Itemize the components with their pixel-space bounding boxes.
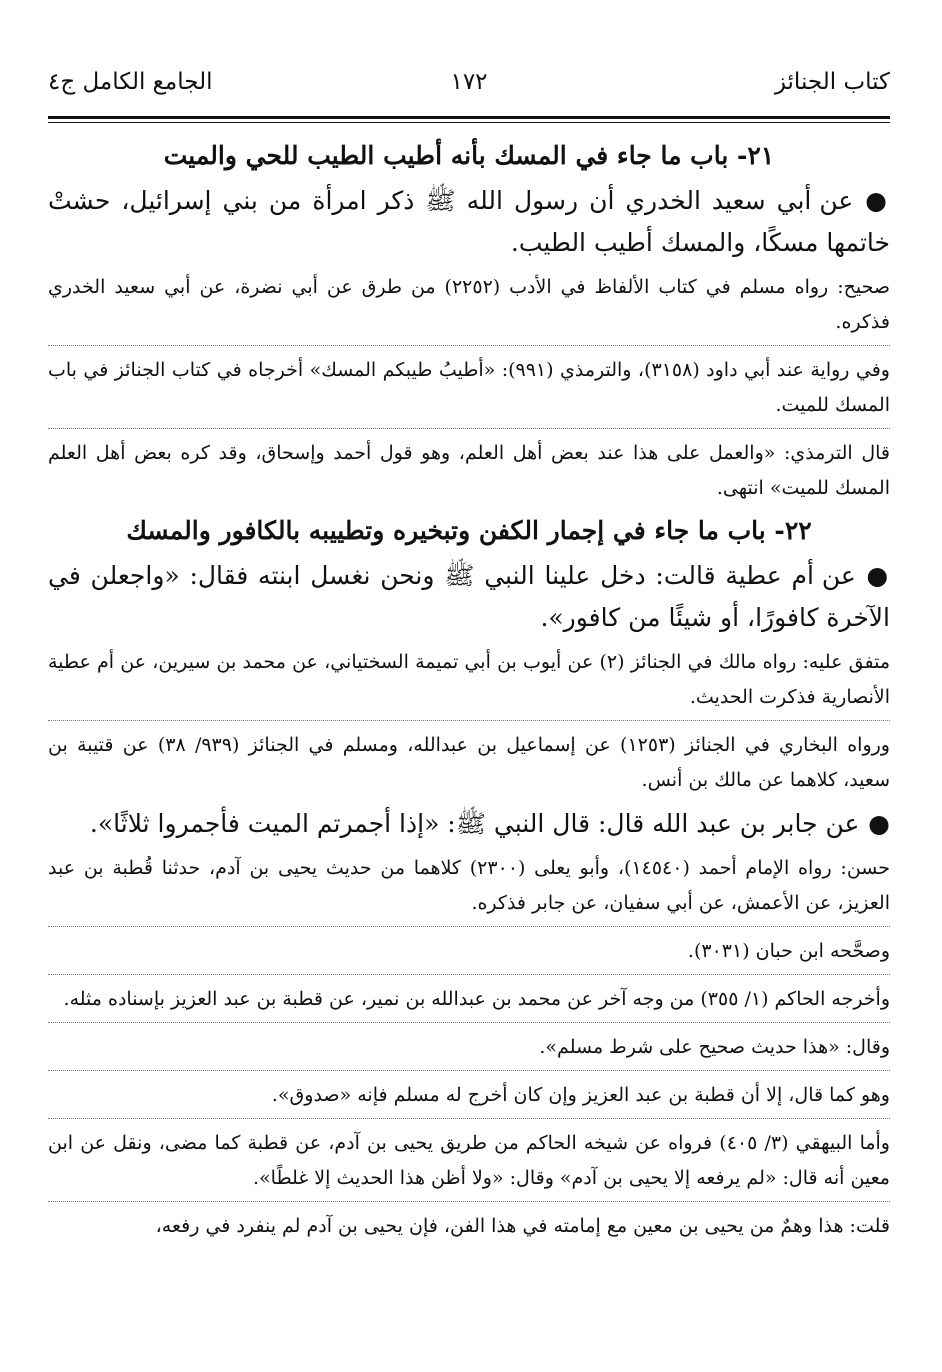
hadith-text — [48, 180, 890, 264]
page-number: ١٧٢ — [450, 69, 488, 95]
paragraph-separator — [48, 428, 890, 429]
running-title-book: الجامع الكامل ج٤ — [48, 69, 213, 95]
hadith-body: عن جابر بن عبد الله قال: قال النبي ﷺ: «إذا أجمرتم الميت فأجمروا ثلاثًا». — [89, 809, 860, 838]
commentary-paragraph: وفي رواية عند أبي داود (٣١٥٨)، والترمذي (٩٩١): «أطيبُ طيبكم المسك» أخرجاه في كتاب الجنائز في باب المسك للميت. — [48, 359, 890, 416]
paragraph-separator — [48, 345, 890, 346]
hadith-text — [48, 555, 890, 639]
paragraph-separator — [48, 1070, 890, 1071]
paragraph-separator — [48, 974, 890, 975]
commentary-paragraph: قال الترمذي: «والعمل على هذا عند بعض أهل العلم، وهو قول أحمد وإسحاق، وقد كره بعض أهل العلم المسك للميت» انتهى. — [48, 442, 890, 499]
commentary-paragraph: وهو كما قال، إلا أن قطبة بن عبد العزيز وإن كان أخرج له مسلم فإنه «صدوق». — [271, 1084, 890, 1106]
commentary-paragraph: متفق عليه: رواه مالك في الجنائز (٢) عن أيوب بن أبي تميمة السختياني، عن محمد بن سيرين، عن أم عطية الأنصارية فذكرت الحديث. — [48, 651, 890, 708]
hadith-body: عن أبي سعيد الخدري أن رسول الله ﷺ ذكر امرأة من بني إسرائيل، حشتْ خاتمها مسكًا، والمسك أطيب الطيب. — [48, 186, 890, 257]
paragraph-separator — [48, 1118, 890, 1119]
paragraph-separator — [48, 1022, 890, 1023]
chapter-heading: ٢٢- باب ما جاء في إجمار الكفن وتبخيره وتطييبه بالكافور والمسك — [126, 516, 812, 545]
hadith-body: عن أم عطية قالت: دخل علينا النبي ﷺ ونحن نغسل ابنته فقال: «واجعلن في الآخرة كافورًا، أو شيئًا من كافور». — [48, 561, 890, 632]
book-page — [48, 0, 890, 1372]
header-rule-thick — [48, 116, 890, 119]
commentary-paragraph: قلت: هذا وهمٌ من يحيى بن معين مع إمامته في هذا الفن، فإن يحيى بن آدم لم ينفرد في رفعه، — [155, 1215, 890, 1237]
commentary-paragraph: وأخرجه الحاكم (١/ ٣٥٥) من وجه آخر عن محمد بن عبدالله بن نمير، عن قطبة بن عبد العزيز بإسناده مثله. — [63, 988, 890, 1010]
commentary-paragraph: وقال: «هذا حديث صحيح على شرط مسلم». — [539, 1036, 890, 1058]
paragraph-separator — [48, 926, 890, 927]
commentary-paragraph: وصحَّحه ابن حبان (٣٠٣١). — [687, 940, 890, 962]
commentary-paragraph: ورواه البخاري في الجنائز (١٢٥٣) عن إسماعيل بن عبدالله، ومسلم في الجنائز (٩٣٩/ ٣٨) عن قتيبة بن سعيد، كلاهما عن مالك بن أنس. — [48, 734, 890, 791]
chapter-heading: ٢١- باب ما جاء في المسك بأنه أطيب الطيب للحي والميت — [163, 141, 775, 170]
header-rule — [48, 116, 890, 126]
bullet-icon: ● — [853, 186, 890, 215]
hadith-text — [48, 803, 890, 845]
running-title-section: كتاب الجنائز — [774, 69, 890, 95]
commentary-paragraph: حسن: رواه الإمام أحمد (١٤٥٤٠)، وأبو يعلى (٢٣٠٠) كلاهما من حديث يحيى بن آدم، حدثنا قُطبة بن عبد العزيز، عن الأعمش، عن أبي سفيان، عن جابر فذكره. — [48, 857, 890, 914]
bullet-icon: ● — [855, 561, 890, 590]
page-body — [48, 136, 890, 1249]
commentary-paragraph: صحيح: رواه مسلم في كتاب الألفاظ في الأدب (٢٢٥٢) من طرق عن أبي نضرة، عن أبي سعيد الخدري فذكره. — [48, 276, 890, 333]
paragraph-separator — [48, 1201, 890, 1202]
page-header — [48, 58, 890, 110]
commentary-paragraph: وأما البيهقي (٣/ ٤٠٥) فرواه عن شيخه الحاكم من طريق يحيى بن آدم، عن قطبة كما مضى، ونقل عن ابن معين أنه قال: «لم يرفعه إلا يحيى بن آدم» وقال: «ولا أظن هذا الحديث إلا غلطًا». — [48, 1132, 890, 1189]
header-rule-thin — [48, 122, 890, 123]
paragraph-separator — [48, 720, 890, 721]
bullet-icon: ● — [859, 809, 890, 838]
